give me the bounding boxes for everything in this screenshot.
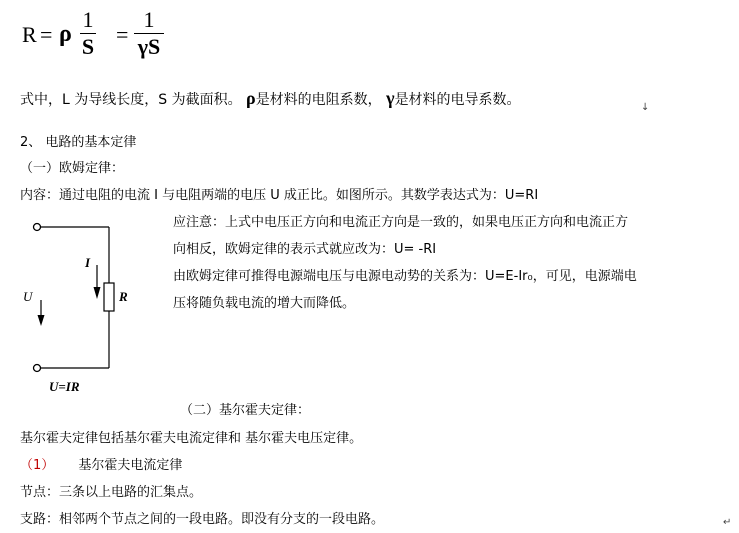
circuit-caption: U=IR bbox=[49, 379, 80, 394]
fraction-1-denominator: S bbox=[81, 34, 95, 59]
kirchhoff-heading: （二）基尔霍夫定律： bbox=[180, 403, 311, 418]
formula-explanation bbox=[20, 89, 521, 109]
bottom-terminal bbox=[34, 365, 41, 372]
formula-lhs: R bbox=[22, 22, 37, 47]
formula-rho: ρ bbox=[59, 21, 72, 47]
fraction-2-numerator: 1 bbox=[143, 7, 155, 32]
voltage-label: U bbox=[23, 289, 33, 304]
explanation-pre: 式中，L 为导线长度，S 为截面积。 bbox=[20, 92, 242, 108]
kcl-number: （1） bbox=[20, 458, 55, 473]
explanation-mid: 是材料的电阻系数， bbox=[255, 92, 382, 108]
current-arrow-head bbox=[94, 287, 101, 299]
resistance-formula bbox=[20, 6, 190, 68]
note-line-1: 应注意：上式中电压正方向和电流正方向是一致的，如果电压正方向和电流正方 bbox=[173, 215, 629, 230]
kcl-title: 基尔霍夫电流定律 bbox=[78, 458, 183, 473]
node-definition: 节点：三条以上电路的汇集点。 bbox=[20, 485, 203, 500]
explanation-gamma: γ bbox=[386, 88, 395, 108]
branch-definition: 支路：相邻两个节点之间的一段电路。即没有分支的一段电路。 bbox=[20, 512, 385, 527]
down-arrow-mark: ↓ bbox=[641, 102, 650, 113]
explanation-post: 是材料的电导系数。 bbox=[394, 92, 521, 108]
current-label: I bbox=[85, 255, 91, 270]
ohm-law-heading: （一）欧姆定律： bbox=[20, 161, 125, 176]
resistor-label: R bbox=[119, 289, 128, 304]
kcl-heading bbox=[20, 458, 182, 474]
circuit-diagram bbox=[20, 215, 135, 395]
note-line-2: 向相反，欧姆定律的表示式就应改为：U= -RI bbox=[173, 242, 437, 257]
formula-fraction-2 bbox=[134, 8, 164, 59]
formula-equals: = bbox=[40, 22, 53, 47]
voltage-arrow-head bbox=[38, 315, 45, 326]
note-line-3: 由欧姆定律可推得电源端电压与电源电动势的关系为：U=E-Ir₀，可见，电源端电 bbox=[173, 269, 637, 284]
section-2-heading: 2、 电路的基本定律 bbox=[20, 135, 137, 150]
formula-fraction-1 bbox=[80, 8, 96, 59]
resistor bbox=[104, 283, 114, 311]
formula-equals-2: = bbox=[116, 22, 129, 47]
fraction-2-denominator: γS bbox=[137, 34, 161, 59]
top-terminal bbox=[34, 224, 41, 231]
paragraph-return-mark: ↵ bbox=[723, 517, 732, 528]
note-line-4: 压将随负载电流的增大而降低。 bbox=[173, 296, 356, 311]
kirchhoff-intro: 基尔霍夫定律包括基尔霍夫电流定律和 基尔霍夫电压定律。 bbox=[20, 431, 363, 446]
fraction-1-numerator: 1 bbox=[82, 7, 94, 32]
ohm-content-line: 内容：通过电阻的电流 I 与电阻两端的电压 U 成正比。如图所示。其数学表达式为：U=RI bbox=[20, 188, 539, 203]
explanation-rho: ρ bbox=[246, 88, 256, 108]
